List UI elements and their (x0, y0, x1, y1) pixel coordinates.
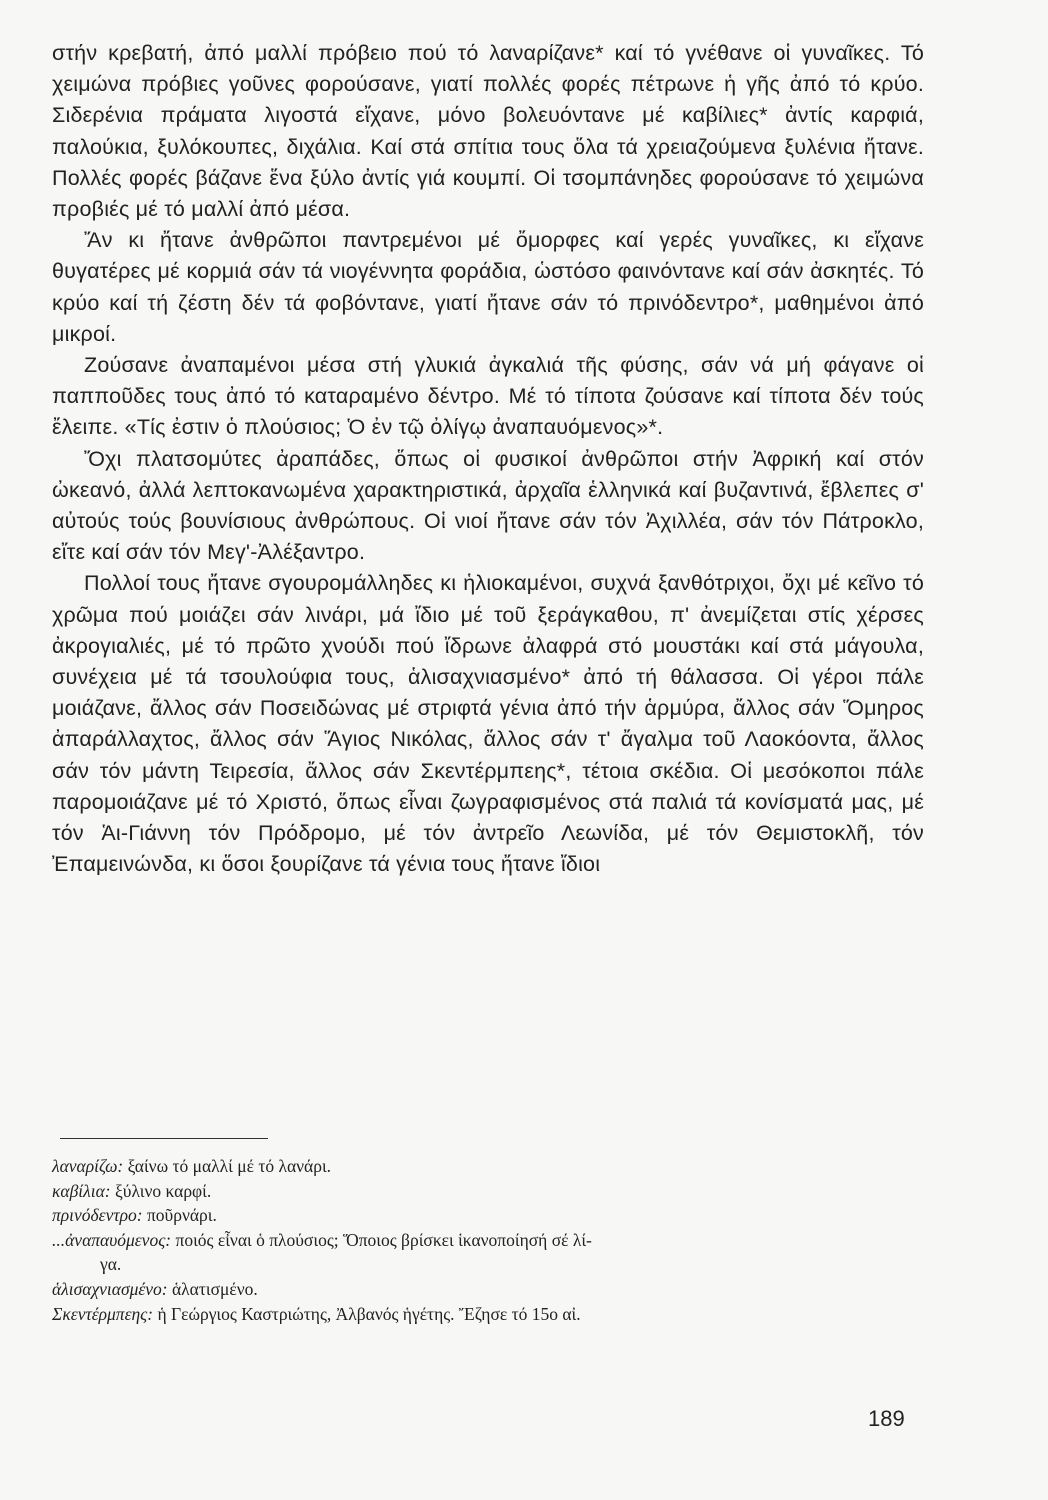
footnote (52, 1179, 932, 1204)
footnotes (52, 1154, 932, 1326)
footnote-term: λαναρίζω: (52, 1156, 124, 1176)
footnote-term: ἁλισαχνιασμένο: (52, 1278, 168, 1299)
footnote (52, 1154, 932, 1179)
footnote-continuation: γα. (100, 1254, 122, 1275)
footnote-divider (60, 1138, 268, 1139)
paragraph: Πολλοί τους ἤτανε σγουρομάλληδες κι ἡλιοκαμένοι, συχνά ξανθότριχοι, ὄχι μέ κεῖνο τό χρῶμα πού μοιάζει σάν λινάρι, μά ἴδιο μέ τοῦ ξεράγκαθου, π' ἀνεμίζεται στίς χέρσες ἀκρογιαλιές, μέ τό πρῶτο χνούδι πού ἴδρωνε ἀλαφρά στό μουστάκι καί στά μάγουλα, συνέχεια μέ τά τσουλούφια τους, ἁλισαχνιασμένο* ἀπό τή θάλασσα. Οἱ γέροι πάλε μοιάζανε, ἄλλος σάν Ποσειδώνας μέ στριφτά γένια ἀπό τήν ἁρμύρα, ἄλλος σάν Ὅμηρος ἀπαράλλαχτος, ἄλλος σάν Ἅγιος Νικόλας, ἄλλος σάν τ' ἄγαλμα τοῦ Λαοκόοντα, ἄλλος σάν τόν μάντη Τειρεσία, ἄλλος σάν Σκεντέρμπεης*, τέτοια σκέδια. Οἱ μεσόκοποι πάλε παρομοιάζανε μέ τό Χριστό, ὅπως εἶναι ζωγραφισμένος στά παλιά τά κονίσματά μας, μέ τόν Ἁι-Γιάννη τόν Πρόδρομο, μέ τόν ἀντρεῖο Λεωνίδα, μέ τόν Θεμιστοκλῆ, τόν Ἐπαμεινώνδα, κι ὅσοι ξουρίζανε τά γένια τους ἤτανε ἴδιοι (52, 571, 924, 877)
footnote-definition: ποῦρνάρι. (146, 1205, 217, 1226)
footnote-term: Σκεντέρμπεης: (52, 1303, 154, 1324)
footnote (52, 1277, 932, 1302)
footnote (52, 1302, 932, 1327)
paragraph: Ζούσανε ἀναπαμένοι μέσα στή γλυκιά ἀγκαλιά τῆς φύσης, σάν νά μή φάγανε οἱ παπποῦδες τους ἀπό τό καταραμένο δέντρο. Μέ τό τίποτα ζούσανε καί τίποτα δέν τούς ἔλειπε. «Τίς ἐστιν ὁ πλούσιος; Ὁ ἐν τῷ ὀλίγῳ ἀναπαυόμενος»*. (52, 353, 924, 440)
footnote-definition: ἡ Γεώργιος Καστριώτης, Ἀλβανός ἡγέτης. Ἔζησε τό 15ο αἰ. (157, 1303, 581, 1324)
footnote-definition: ἁλατισμένο. (172, 1278, 258, 1299)
paragraph: στήν κρεβατή, ἀπό μαλλί πρόβειο πού τό λαναρίζανε* καί τό γνέθανε οἱ γυναῖκες. Τό χειμώνα πρόβιες γοῦνες φορούσανε, γιατί πολλές φορές πέτρωνε ἡ γῆς ἀπό τό κρύο. Σιδερένια πράματα λιγοστά εἴχανε, μόνο βολευόντανε μέ καβίλιες* ἀντίς καρφιά, παλούκια, ξυλόκουπες, διχάλια. Καί στά σπίτια τους ὅλα τά χρειαζούμενα ξυλένια ἤτανε. Πολλές φορές βάζανε ἕνα ξύλο ἀντίς γιά κουμπί. Οἱ τσομπάνηδες φορούσανε τό χειμώνα προβιές μέ τό μαλλί ἀπό μέσα. (52, 41, 924, 222)
footnote-term: καβίλια: (52, 1180, 111, 1201)
paragraph: Ἄν κι ἤτανε ἀνθρῶποι παντρεμένοι μέ ὄμορφες καί γερές γυναῖκες, κι εἴχανε θυγατέρες μέ κορμιά σάν τά νιογέννητα φοράδια, ὡστόσο φαινόντανε καί σάν ἀσκητές. Τό κρύο καί τή ζέστη δέν τά φοβόντανε, γιατί ἤτανε σάν τό πρινόδεντρο*, μαθημένοι ἀπό μικροί. (52, 228, 924, 346)
footnote-definition: ξύλινο καρφί. (115, 1180, 212, 1201)
footnote (52, 1203, 932, 1228)
paragraph: Ὄχι πλατσομύτες ἀραπάδες, ὅπως οἱ φυσικοί ἀνθρῶποι στήν Ἀφρική καί στόν ὠκεανό, ἀλλά λεπτοκανωμένα χαρακτηριστικά, ἀρχαῖα ἑλληνικά καί βυζαντινά, ἔβλεπες σ' αὐτούς τούς βουνίσιους ἀνθρώπους. Οἱ νιοί ἤτανε σάν τόν Ἀχιλλέα, σάν τόν Πάτροκλο, εἴτε καί σάν τόν Μεγ'-Ἀλέξαντρο. (52, 446, 924, 565)
footnote (52, 1228, 932, 1277)
footnote-term: πρινόδεντρο: (52, 1205, 143, 1226)
footnote-term: ...ἀναπαυόμενος: (52, 1229, 172, 1250)
page-number: 189 (868, 1406, 905, 1431)
main-text (52, 38, 924, 880)
footnote-definition: ξαίνω τό μαλλί μέ τό λανάρι. (127, 1156, 332, 1176)
footnote-definition: ποιός εἶναι ὁ πλούσιος; Ὅποιος βρίσκει ἱκανοποίησή σέ λί- (175, 1229, 592, 1250)
